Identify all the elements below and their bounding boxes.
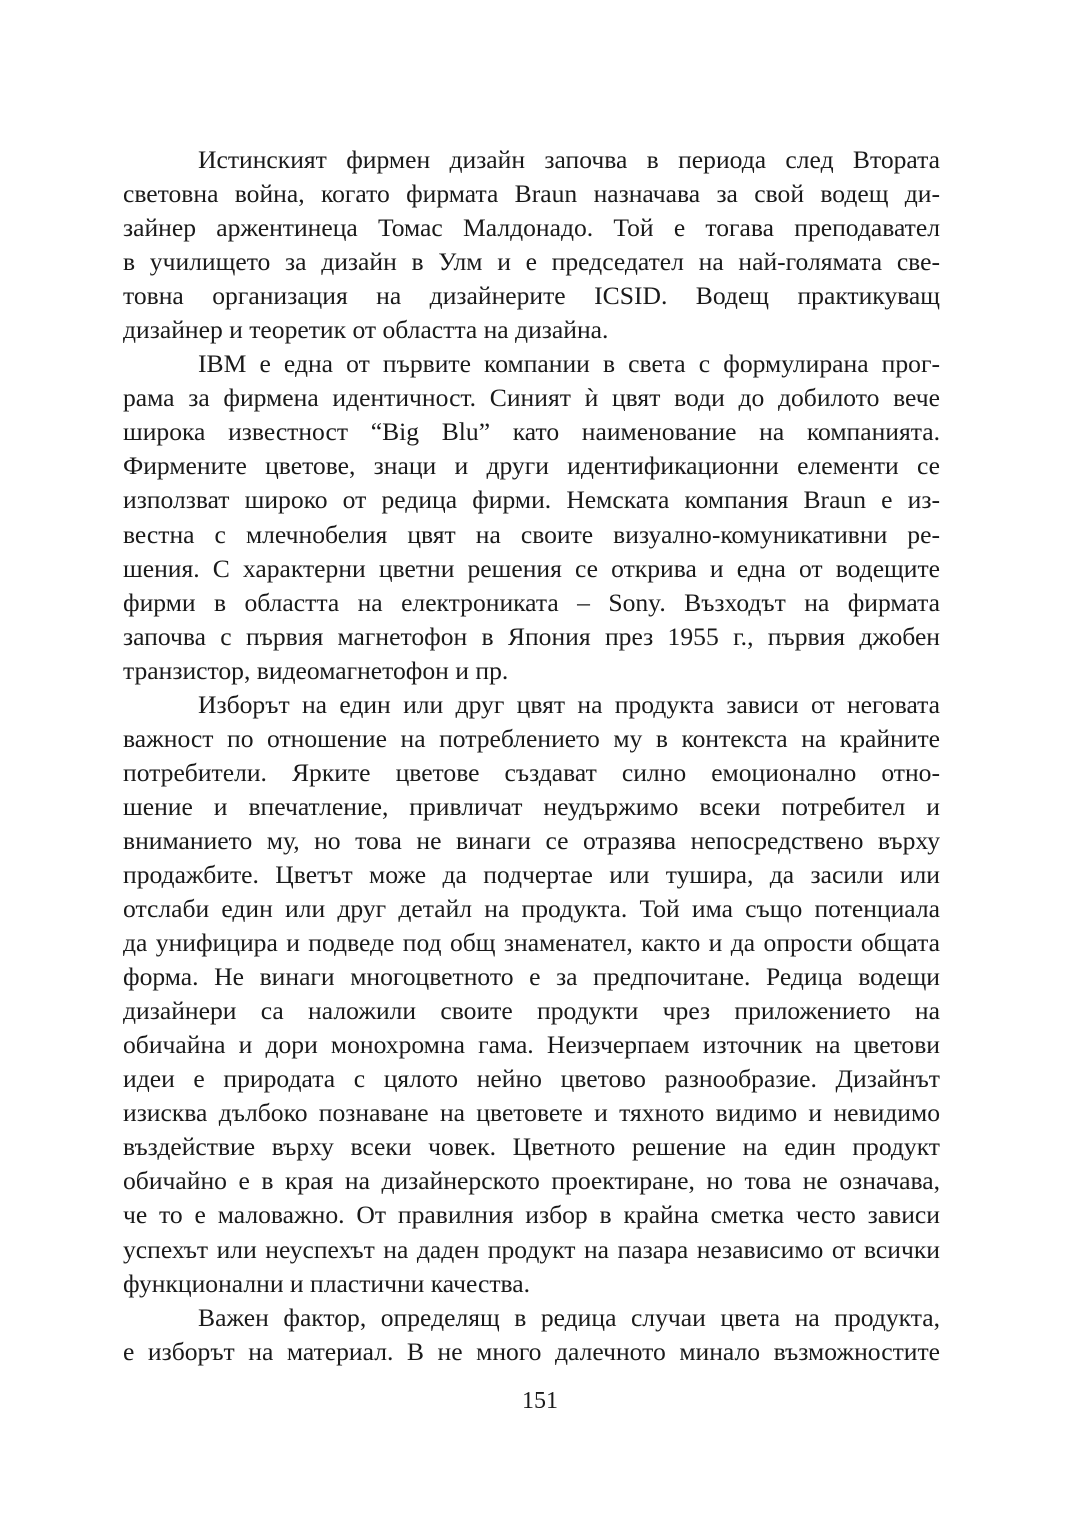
- text-line: товна организация на дизайнерите ICSID. Водещ практикуващ: [123, 281, 940, 311]
- text-line: в училището за дизайн в Улм и е председател на най-голямата све-: [123, 247, 940, 277]
- page-number: 151: [522, 1388, 558, 1414]
- text-line: шения. С характерни цветни решения се открива и една от водещите: [123, 553, 940, 583]
- paragraph: [123, 1301, 940, 1369]
- text-line: дизайнери са наложили своите продукти чрез приложението на: [123, 996, 940, 1026]
- text-line: транзистор, видеомагнетофон и пр.: [123, 655, 509, 685]
- text-line: успехът или неуспехът на даден продукт на пазара независимо от всички: [123, 1234, 940, 1264]
- text-line: широка известност “Big Blu” като наименование на компанията.: [123, 417, 940, 447]
- text-line: световна война, когато фирмата Braun назначава за свой водещ ди-: [123, 179, 940, 209]
- text-line: шение и впечатление, привличат неудържимо всеки потребител и: [123, 791, 940, 821]
- text-line: обичайно е в края на дизайнерското проектиране, но това не означава,: [123, 1166, 940, 1196]
- text-line: функционални и пластични качества.: [123, 1268, 531, 1298]
- text-line: Изборът на един или друг цвят на продукта зависи от неговата: [198, 689, 940, 719]
- text-line: обичайна и дори монохромна гама. Неизчерпаем източник на цветови: [123, 1030, 940, 1060]
- text-line: Важен фактор, определящ в редица случаи цвета на продукта,: [198, 1302, 940, 1332]
- text-line: започва с първия магнетофон в Япония през 1955 г., първия джобен: [123, 621, 940, 651]
- text-line: форма. Не винаги многоцветното е за предпочитане. Редица водещи: [123, 962, 940, 992]
- text-line: въздействие върху всеки човек. Цветното решение на един продукт: [123, 1132, 940, 1162]
- text-line: зайнер аржентинеца Томас Малдонадо. Той е тогава преподавател: [123, 213, 940, 243]
- text-line: е изборът на материал. В не много далечното минало възможностите: [123, 1336, 940, 1366]
- text-line: вниманието му, но това не винаги се отразява непосредствено върху: [123, 825, 940, 855]
- paragraph: [123, 143, 940, 347]
- text-line: вестна с млечнобелия цвят на своите визуално-комуникативни ре-: [123, 519, 940, 549]
- text-line: рама за фирмена идентичност. Синият ѝ цвят води до добилото вече: [123, 383, 940, 413]
- text-line: изисква дълбоко познаване на цветовете и тяхното видимо и невидимо: [123, 1098, 940, 1128]
- paragraph: [123, 347, 940, 687]
- text-line: Фирмените цветове, знаци и други идентификационни елементи се: [123, 451, 940, 481]
- text-line: дизайнер и теоретик от областта на дизайна.: [123, 315, 609, 345]
- text-line: да унифицира и подведе под общ знаменател, както и да опрости общата: [123, 928, 940, 958]
- text-line: отслаби един или друг детайл на продукта. Той има също потенциала: [123, 894, 940, 924]
- text-line: че то е маловажно. От правилния избор в крайна сметка често зависи: [123, 1200, 940, 1230]
- body-text: [123, 143, 940, 1369]
- text-line: потребители. Ярките цветове създават силно емоционално отно-: [123, 757, 940, 787]
- text-line: Истинският фирмен дизайн започва в периода след Втората: [198, 145, 940, 174]
- text-line: използват широко от редица фирми. Немската компания Braun е из-: [123, 485, 940, 515]
- text-line: фирми в областта на електрониката – Sony. Възходът на фирмата: [123, 587, 940, 617]
- text-line: продажбите. Цветът може да подчертае или тушира, да засили или: [123, 859, 940, 889]
- paragraph: [123, 688, 940, 1301]
- text-line: важност по отношение на потреблението му в контекста на крайните: [123, 723, 940, 753]
- text-line: идеи е природата с цялото нейно цветово разнообразие. Дизайнът: [123, 1064, 940, 1094]
- text-line: IBM е една от първите компании в света с формулирана прог-: [198, 349, 940, 379]
